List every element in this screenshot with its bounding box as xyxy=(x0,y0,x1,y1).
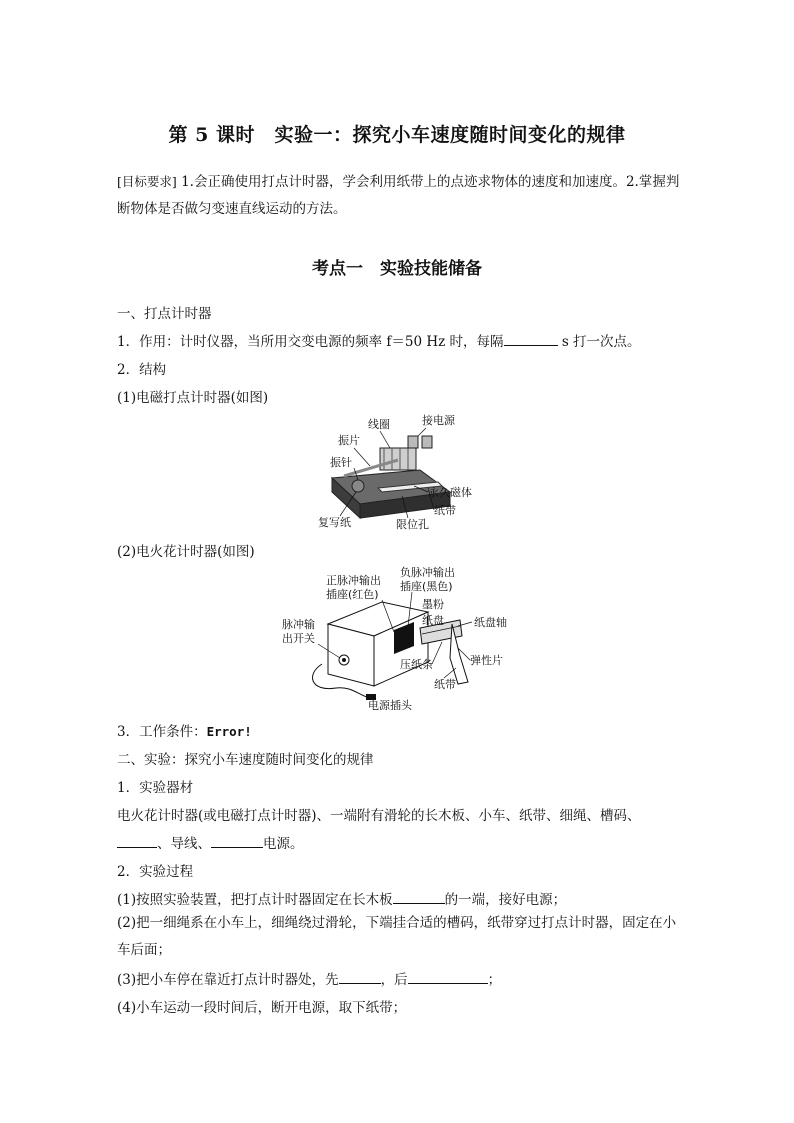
answer-blank[interactable] xyxy=(393,891,445,904)
step1-text: (1)按照实验装置，把打点计时器固定在长木板 xyxy=(117,892,393,908)
leader xyxy=(418,428,426,436)
item1-tail: s 打一次点。 xyxy=(561,334,641,350)
error-text: Error! xyxy=(206,724,252,739)
label-coil: 线圈 xyxy=(368,418,390,431)
answer-blank[interactable] xyxy=(504,333,558,346)
item3-line xyxy=(117,720,252,740)
step3-tail: ； xyxy=(487,972,502,988)
equipment-line-1: 电火花计时器(或电磁打点计时器)、一端附有滑轮的长木板、小车、纸带、细绳、槽码、 xyxy=(117,808,641,824)
label-paper-disk: 纸盘 xyxy=(422,614,444,627)
label-pulse-switch-2: 出开关 xyxy=(282,632,315,645)
item1-line xyxy=(117,330,641,350)
item1-text: 1．作用：计时仪器，当所用交变电源的频率 f＝50 Hz 时，每隔 xyxy=(117,334,504,350)
terminal xyxy=(422,436,432,448)
label-hole: 限位孔 xyxy=(396,518,429,531)
step2-paragraph: (2)把一细绳系在小车上，细绳绕过滑轮，下端挂合适的槽码，纸带穿过打点计时器，固定在小车后面； xyxy=(117,915,677,958)
page-title: 第 5 课时 实验一：探究小车速度随时间变化的规律 xyxy=(168,124,626,146)
label-carbon: 复写纸 xyxy=(318,516,351,529)
answer-blank[interactable] xyxy=(339,971,381,984)
step3-mid: ，后 xyxy=(380,972,408,988)
coil xyxy=(380,448,416,470)
label-pulse-switch-1: 脉冲输 xyxy=(282,618,315,631)
equipment-line-2 xyxy=(117,832,304,852)
label-power: 接电源 xyxy=(422,414,455,427)
label-tape: 纸带 xyxy=(434,678,456,691)
part2-item2: 2．实验过程 xyxy=(117,864,194,880)
label-press-strip: 压纸条 xyxy=(400,658,433,671)
label-negative-pulse: 负脉冲输出 xyxy=(400,566,455,579)
part2-heading: 二、实验：探究小车速度随时间变化的规律 xyxy=(117,752,374,768)
part2-item1: 1．实验器材 xyxy=(117,780,194,796)
electromagnetic-timer-figure xyxy=(318,406,488,534)
pulse-switch-center xyxy=(342,658,346,662)
step3-text: (3)把小车停在靠近打点计时器处，先 xyxy=(117,972,339,988)
spark-timer-figure xyxy=(282,564,522,710)
label-positive-socket: 插座(红色) xyxy=(326,588,379,601)
step4-line: (4)小车运动一段时间后，断开电源，取下纸带； xyxy=(117,1000,407,1016)
leader xyxy=(354,448,370,466)
label-tape: 纸带 xyxy=(434,504,456,517)
goal-paragraph xyxy=(117,168,683,223)
label-reed: 振片 xyxy=(338,434,360,447)
label-power-plug: 电源插头 xyxy=(368,699,412,710)
step1-tail: 的一端，接好电源； xyxy=(444,892,567,908)
label-disk-axle: 纸盘轴 xyxy=(474,616,507,629)
sub1-line: (1)电磁打点计时器(如图) xyxy=(117,390,269,406)
answer-blank[interactable] xyxy=(117,835,157,848)
leader xyxy=(380,431,390,448)
leader xyxy=(432,642,442,664)
label-negative-socket: 插座(黑色) xyxy=(400,580,453,593)
equipment-tail: 电源。 xyxy=(263,836,304,852)
carbon-paper-disk xyxy=(352,480,364,492)
step3-line xyxy=(117,968,501,988)
goal-tag: [目标要求] xyxy=(117,174,177,189)
label-toner: 墨粉 xyxy=(422,598,444,611)
section-title: 考点一 实验技能储备 xyxy=(312,259,482,279)
label-spring-piece: 弹性片 xyxy=(470,654,503,667)
part1-heading: 一、打点计时器 xyxy=(117,306,212,322)
label-magnet: 永久磁体 xyxy=(428,486,472,499)
sub2-line: (2)电火花计时器(如图) xyxy=(117,544,255,560)
label-needle: 振针 xyxy=(330,456,352,469)
answer-blank[interactable] xyxy=(408,971,488,984)
item2-line: 2．结构 xyxy=(117,362,167,378)
answer-blank[interactable] xyxy=(211,835,263,848)
terminal xyxy=(408,436,418,448)
equipment-text: 、导线、 xyxy=(157,836,211,852)
goal-text: 1.会正确使用打点计时器，学会利用纸带上的点迹求物体的速度和加速度。2.掌握判断物体是否做匀变速直线运动的方法。 xyxy=(117,174,680,217)
step1-line xyxy=(117,888,566,908)
item3-text: 3．工作条件： xyxy=(117,724,207,740)
label-positive-pulse: 正脉冲输出 xyxy=(326,574,381,587)
